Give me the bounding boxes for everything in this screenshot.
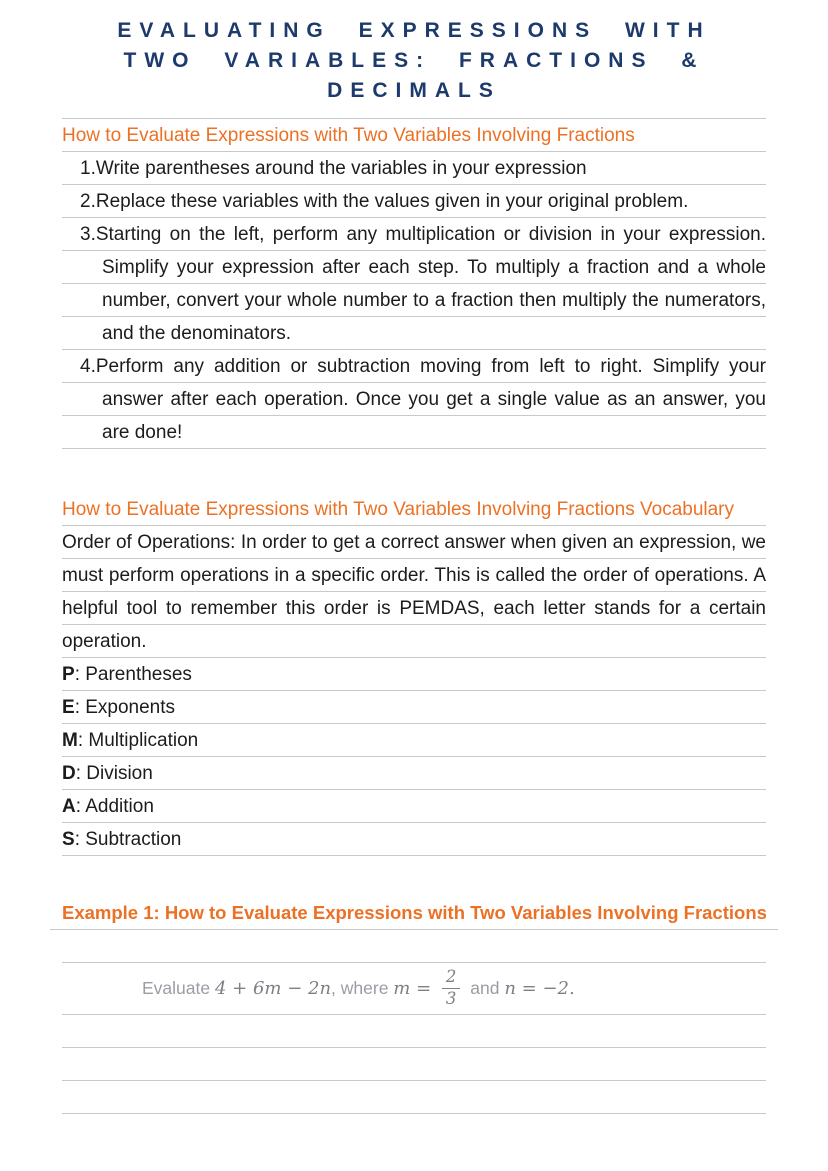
pemdas-word-e: : Exponents xyxy=(74,697,176,718)
pemdas-item-a xyxy=(62,790,766,823)
pemdas-item-e xyxy=(62,691,766,724)
example-heading: Example 1: How to Evaluate Expressions with Two Variables Involving Fractions xyxy=(50,896,778,930)
pemdas-item-d xyxy=(62,757,766,790)
blank-ruled-line xyxy=(62,930,766,963)
pemdas-letter-d: D xyxy=(62,763,76,784)
pemdas-letter-a: A xyxy=(62,796,76,817)
pemdas-letter-e: E xyxy=(62,697,75,718)
pemdas-word-m: : Multiplication xyxy=(77,730,199,751)
blank-ruled-lines xyxy=(62,1015,766,1114)
math-n-equals: n = −2. xyxy=(504,978,575,999)
step-2 xyxy=(62,185,766,218)
math-m-equals: m = xyxy=(393,978,437,999)
example-section xyxy=(62,896,766,1114)
order-of-operations-paragraph: Order of Operations: In order to get a correct answer when given an expression, we must perform operations in a specific order. This is called the order of operations. A helpful tool to remember this order is PEMDAS, each letter stands for a certain operation. xyxy=(62,532,766,652)
step-2-number: 2. xyxy=(80,191,96,212)
pemdas-word-s: : Subtraction xyxy=(74,829,182,850)
how-to-section xyxy=(62,119,766,449)
step-3-number: 3. xyxy=(80,224,96,245)
pemdas-item-m xyxy=(62,724,766,757)
fraction-numerator: 2 xyxy=(442,967,461,989)
step-4-number: 4. xyxy=(80,356,96,377)
math-expression: 4 + 6m − 2n xyxy=(214,978,332,999)
step-4 xyxy=(62,350,766,449)
math-label-and: and xyxy=(465,978,505,998)
pemdas-item-p xyxy=(62,658,766,691)
title-line-2: TWO VARIABLES: FRACTIONS & xyxy=(123,49,705,72)
step-1-number: 1. xyxy=(80,158,96,179)
section-spacer xyxy=(62,449,766,493)
math-label-where: , where xyxy=(331,978,394,998)
pemdas-word-a: : Addition xyxy=(75,796,154,817)
math-label-evaluate: Evaluate xyxy=(142,978,215,998)
section-spacer xyxy=(62,856,766,896)
step-1-text: Write parentheses around the variables in your expression xyxy=(95,158,587,179)
step-4-text: Perform any addition or subtraction moving from left to right. Simplify your answer after each operation. Once you get a single value as an answer, you are done! xyxy=(95,356,766,443)
vocabulary-section xyxy=(62,493,766,856)
step-3 xyxy=(62,218,766,350)
math-fraction xyxy=(442,967,461,1009)
step-3-text: Starting on the left, perform any multiplication or division in your expression. Simplify your expression after each step. To multiply a fraction and a whole number, convert your whole number to a fraction then multiply the numerators, and the denominators. xyxy=(95,224,766,344)
pemdas-word-p: : Parentheses xyxy=(74,664,192,685)
pemdas-item-s xyxy=(62,823,766,856)
step-1 xyxy=(62,152,766,185)
step-2-text: Replace these variables with the values given in your original problem. xyxy=(95,191,689,212)
pemdas-letter-s: S xyxy=(62,829,75,850)
vocabulary-heading: How to Evaluate Expressions with Two Variables Involving Fractions Vocabulary xyxy=(62,499,735,520)
title-line-1: EVALUATING EXPRESSIONS WITH xyxy=(117,19,711,42)
title-line-3: DECIMALS xyxy=(327,79,501,102)
pemdas-letter-p: P xyxy=(62,664,75,685)
example-problem xyxy=(62,963,766,1015)
pemdas-word-d: : Division xyxy=(75,763,153,784)
page-title xyxy=(62,16,766,119)
fraction-denominator: 3 xyxy=(445,989,457,1008)
pemdas-letter-m: M xyxy=(62,730,78,751)
how-to-heading: How to Evaluate Expressions with Two Variables Involving Fractions xyxy=(62,125,635,146)
